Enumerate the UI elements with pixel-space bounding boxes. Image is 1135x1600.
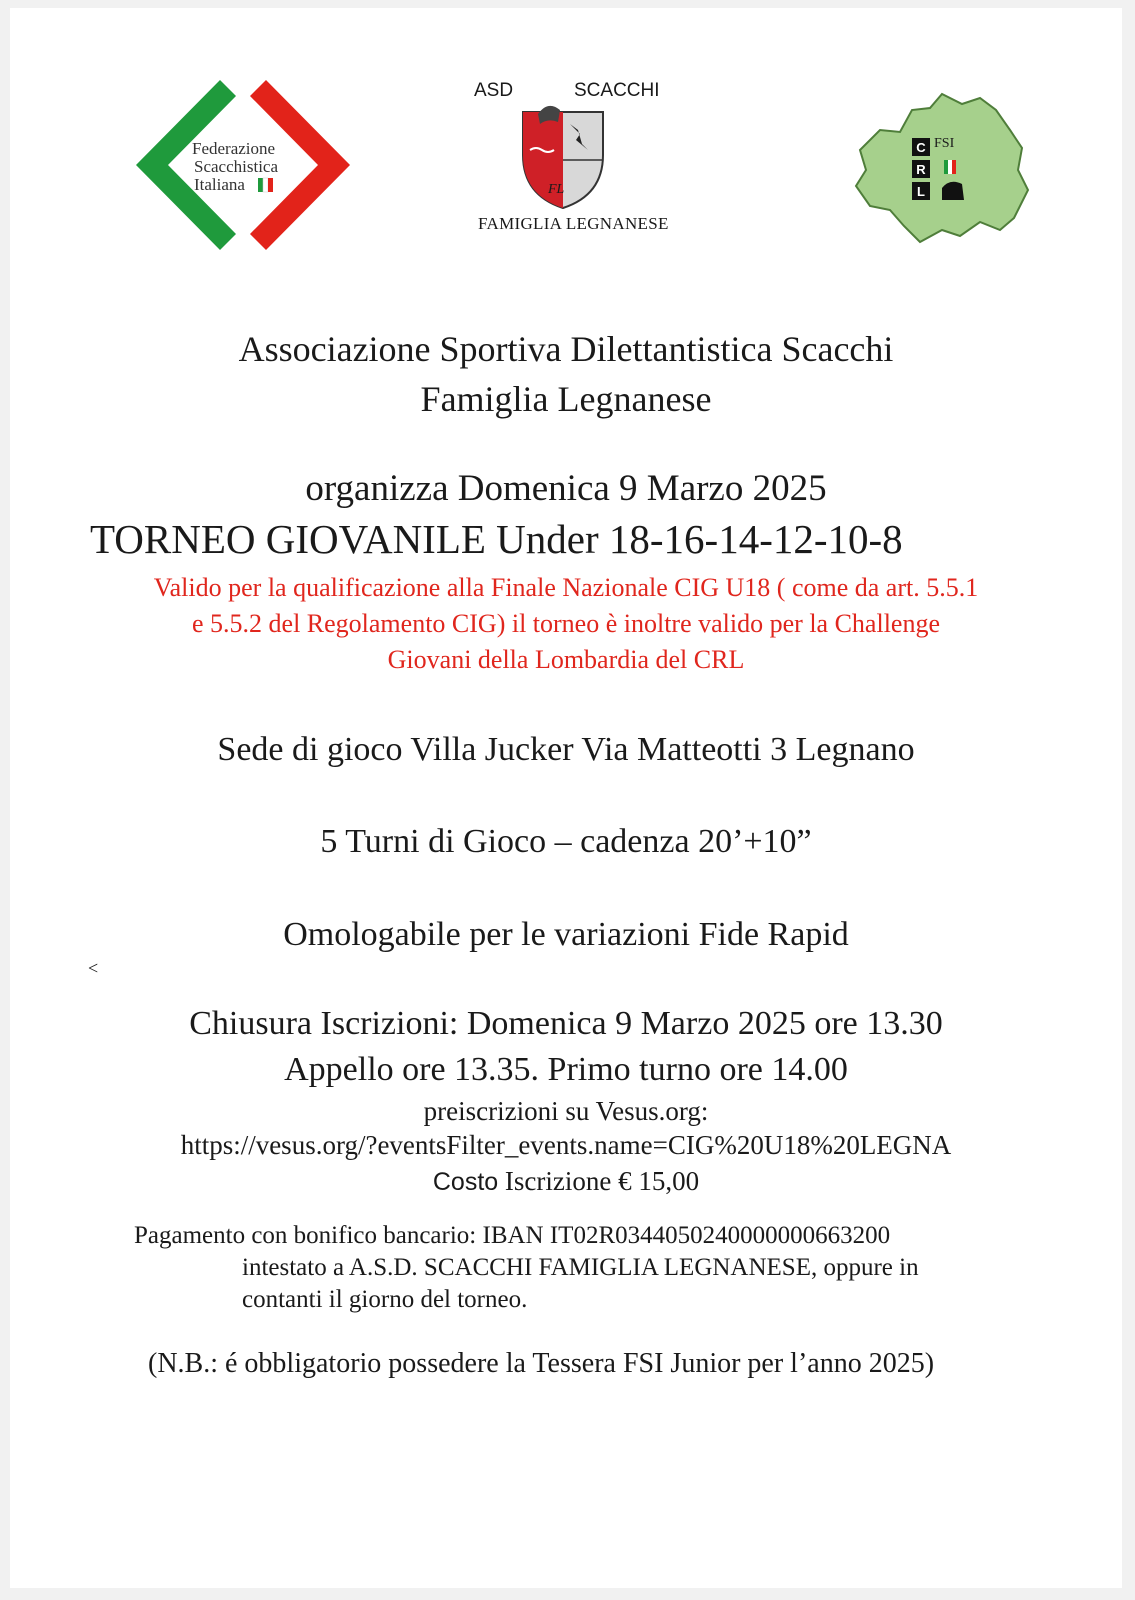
rating-line: Omologabile per le variazioni Fide Rapid: [283, 916, 849, 953]
registration-closing-line: Chiusura Iscrizioni: Domenica 9 Marzo 2025 ore 13.30: [189, 1005, 943, 1042]
association-name-line2: Famiglia Legnanese: [420, 379, 712, 419]
fsi-logo-line1: Federazione: [192, 139, 276, 158]
venue-line: Sede di gioco Villa Jucker Via Matteotti 3 Legnano: [217, 731, 915, 768]
svg-text:R: R: [916, 162, 926, 177]
payment-line3: contanti il giorno del torneo.: [242, 1286, 528, 1313]
payment-line1: Pagamento con bonifico bancario: IBAN IT02R0344050240000000663200: [134, 1222, 891, 1249]
crl-logo: [850, 90, 1040, 250]
fsi-logo-line3: Italiana: [194, 175, 245, 194]
asd-logo-right-text: SCACCHI: [574, 80, 660, 101]
validity-line1: Valido per la qualificazione alla Finale Nazionale CIG U18 ( come da art. 5.5.1: [153, 573, 979, 602]
fee-label: Costo: [432, 1168, 499, 1196]
validity-line2: e 5.5.2 del Regolamento CIG) il torneo è inoltre valido per la Challenge: [191, 609, 940, 638]
membership-note: (N.B.: é obbligatorio possedere la Tessera FSI Junior per l’anno 2025): [148, 1348, 935, 1379]
association-name-line1: Associazione Sportiva Dilettantistica Scacchi: [238, 329, 894, 369]
fee-line: [10, 1164, 1122, 1199]
event-date-line: organizza Domenica 9 Marzo 2025: [305, 468, 827, 509]
asd-logo-monogram: FL: [548, 182, 565, 197]
asd-logo: [470, 80, 690, 250]
rounds-line: 5 Turni di Gioco – cadenza 20’+10”: [320, 823, 812, 860]
crl-logo-fsi-text: FSI: [934, 136, 955, 151]
fsi-logo: [128, 80, 358, 250]
payment-line2: intestato a A.S.D. SCACCHI FAMIGLIA LEGNANESE, oppure in: [242, 1254, 919, 1281]
svg-text:L: L: [917, 184, 925, 199]
asd-logo-left-text: ASD: [474, 80, 514, 101]
event-title: TORNEO GIOVANILE Under 18-16-14-12-10-8: [90, 516, 903, 562]
fee-value: Iscrizione € 15,00: [504, 1166, 700, 1196]
fsi-logo-line2: Scacchistica: [194, 157, 279, 176]
validity-line3: Giovani della Lombardia del CRL: [387, 645, 745, 674]
asd-logo-bottom-text: FAMIGLIA LEGNANESE: [478, 214, 669, 233]
registration-link[interactable]: https://vesus.org/?eventsFilter_events.name=CIG%20U18%20LEGNA: [180, 1130, 952, 1160]
preregistration-line: preiscrizioni su Vesus.org:: [423, 1096, 709, 1126]
svg-text:C: C: [916, 140, 926, 155]
flyer-page: [10, 8, 1122, 1588]
roll-call-line: Appello ore 13.35. Primo turno ore 14.00: [284, 1051, 848, 1088]
stray-mark: <: [88, 958, 99, 978]
lombardy-map-icon: [850, 90, 1040, 250]
